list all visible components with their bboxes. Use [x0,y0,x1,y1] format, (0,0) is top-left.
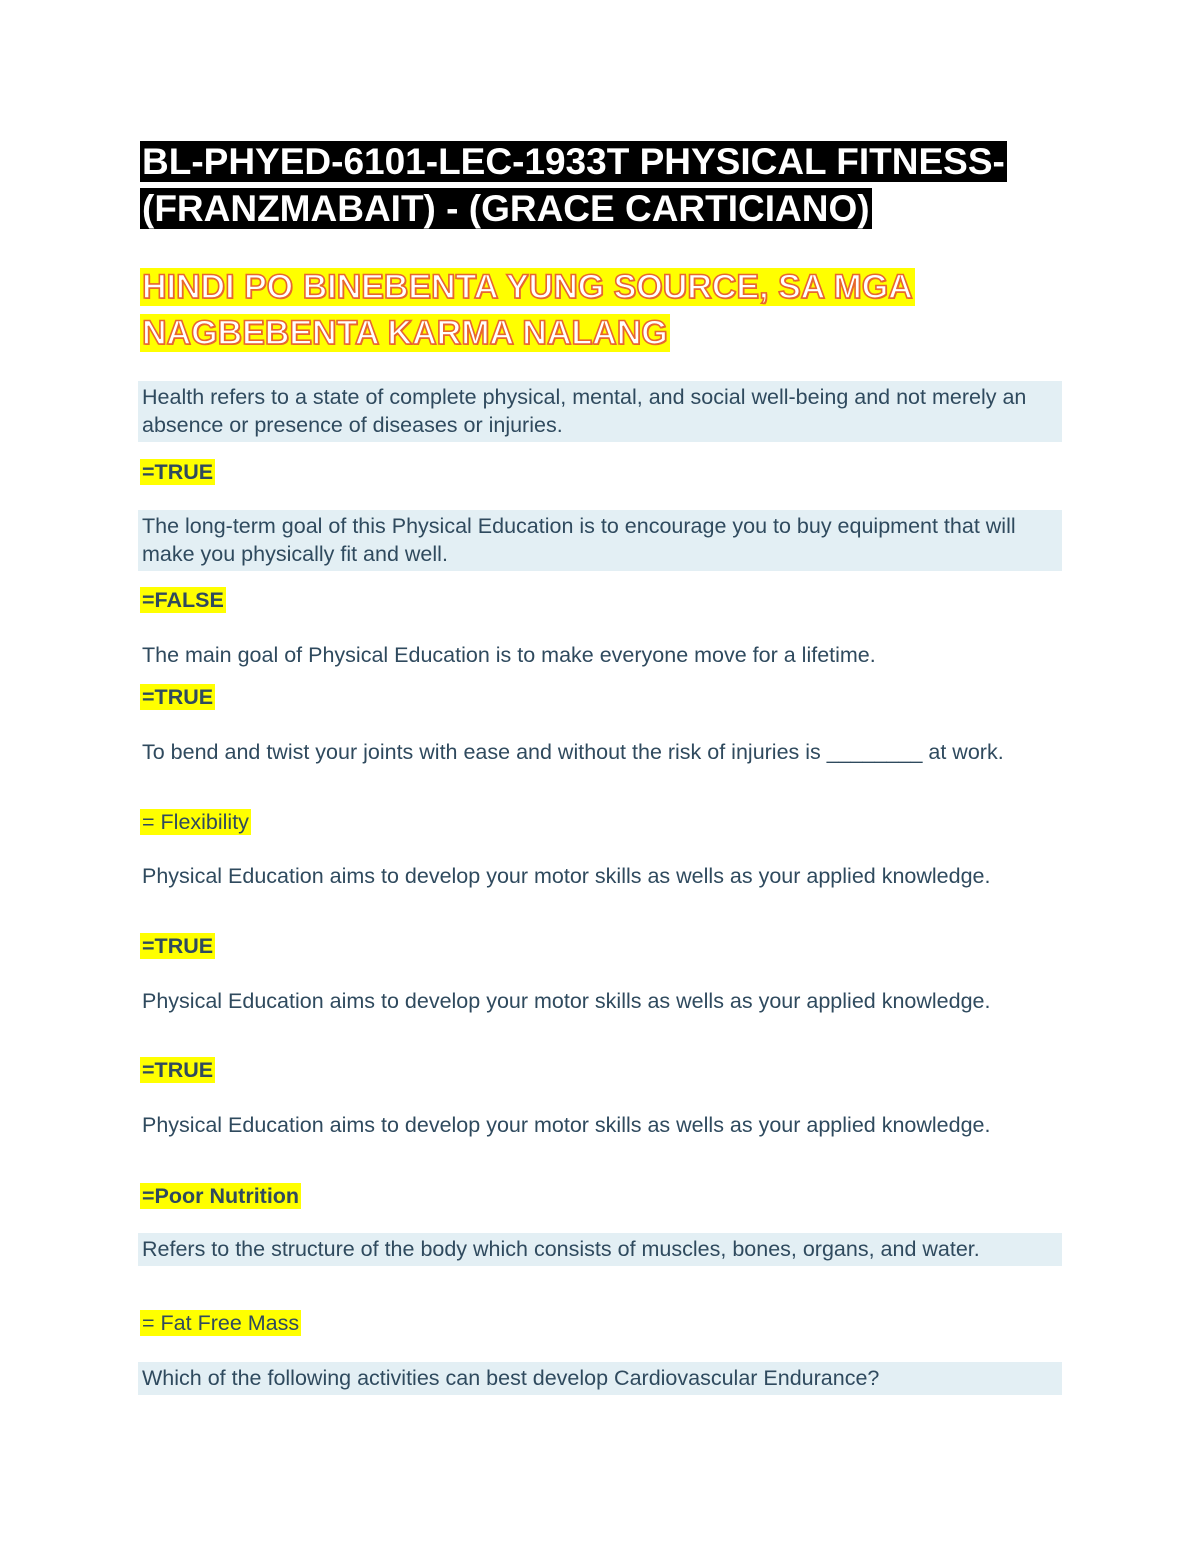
answer-4 [140,808,251,836]
answer-7 [140,1182,301,1210]
question-3: The main goal of Physical Education is to make everyone move for a lifetime. [142,643,876,667]
question-2: The long-term goal of this Physical Education is to encourage you to buy equipment that will make you physically fit and well. [138,510,1062,571]
warning-banner [140,264,1060,356]
answer-7-text: =Poor Nutrition [142,1184,300,1208]
answer-1-text: =TRUE [142,460,214,484]
answer-6 [140,1056,215,1084]
answer-4-text: = Flexibility [142,810,249,834]
answer-1 [140,458,215,486]
answer-5-text: =TRUE [142,934,214,958]
question-7: Physical Education aims to develop your motor skills as wells as your applied knowledge. [142,1113,991,1137]
answer-5 [140,932,215,960]
warning-banner-text: HINDI PO BINEBENTA YUNG SOURCE, SA MGA NAGBEBENTA KARMA NALANG [142,268,913,352]
question-4: To bend and twist your joints with ease and without the risk of injuries is ________ at work. [142,740,1004,764]
question-8: Refers to the structure of the body which consists of muscles, bones, organs, and water. [138,1233,1062,1266]
question-6: Physical Education aims to develop your motor skills as wells as your applied knowledge. [142,989,991,1013]
question-9: Which of the following activities can best develop Cardiovascular Endurance? [138,1362,1062,1395]
answer-6-text: =TRUE [142,1058,214,1082]
answer-8-text: = Fat Free Mass [142,1311,300,1335]
answer-3-text: =TRUE [142,685,214,709]
question-1: Health refers to a state of complete physical, mental, and social well-being and not merely an absence or presence of diseases or injuries. [138,381,1062,442]
answer-2-text: =FALSE [142,588,224,612]
document-title-text: BL-PHYED-6101-LEC-1933T PHYSICAL FITNESS-(FRANZMABAIT) - (GRACE CARTICIANO) [142,141,1005,229]
question-5: Physical Education aims to develop your motor skills as wells as your applied knowledge. [142,864,991,888]
document-title [140,138,1070,232]
answer-3 [140,683,215,711]
answer-2 [140,586,226,614]
answer-8 [140,1309,301,1337]
